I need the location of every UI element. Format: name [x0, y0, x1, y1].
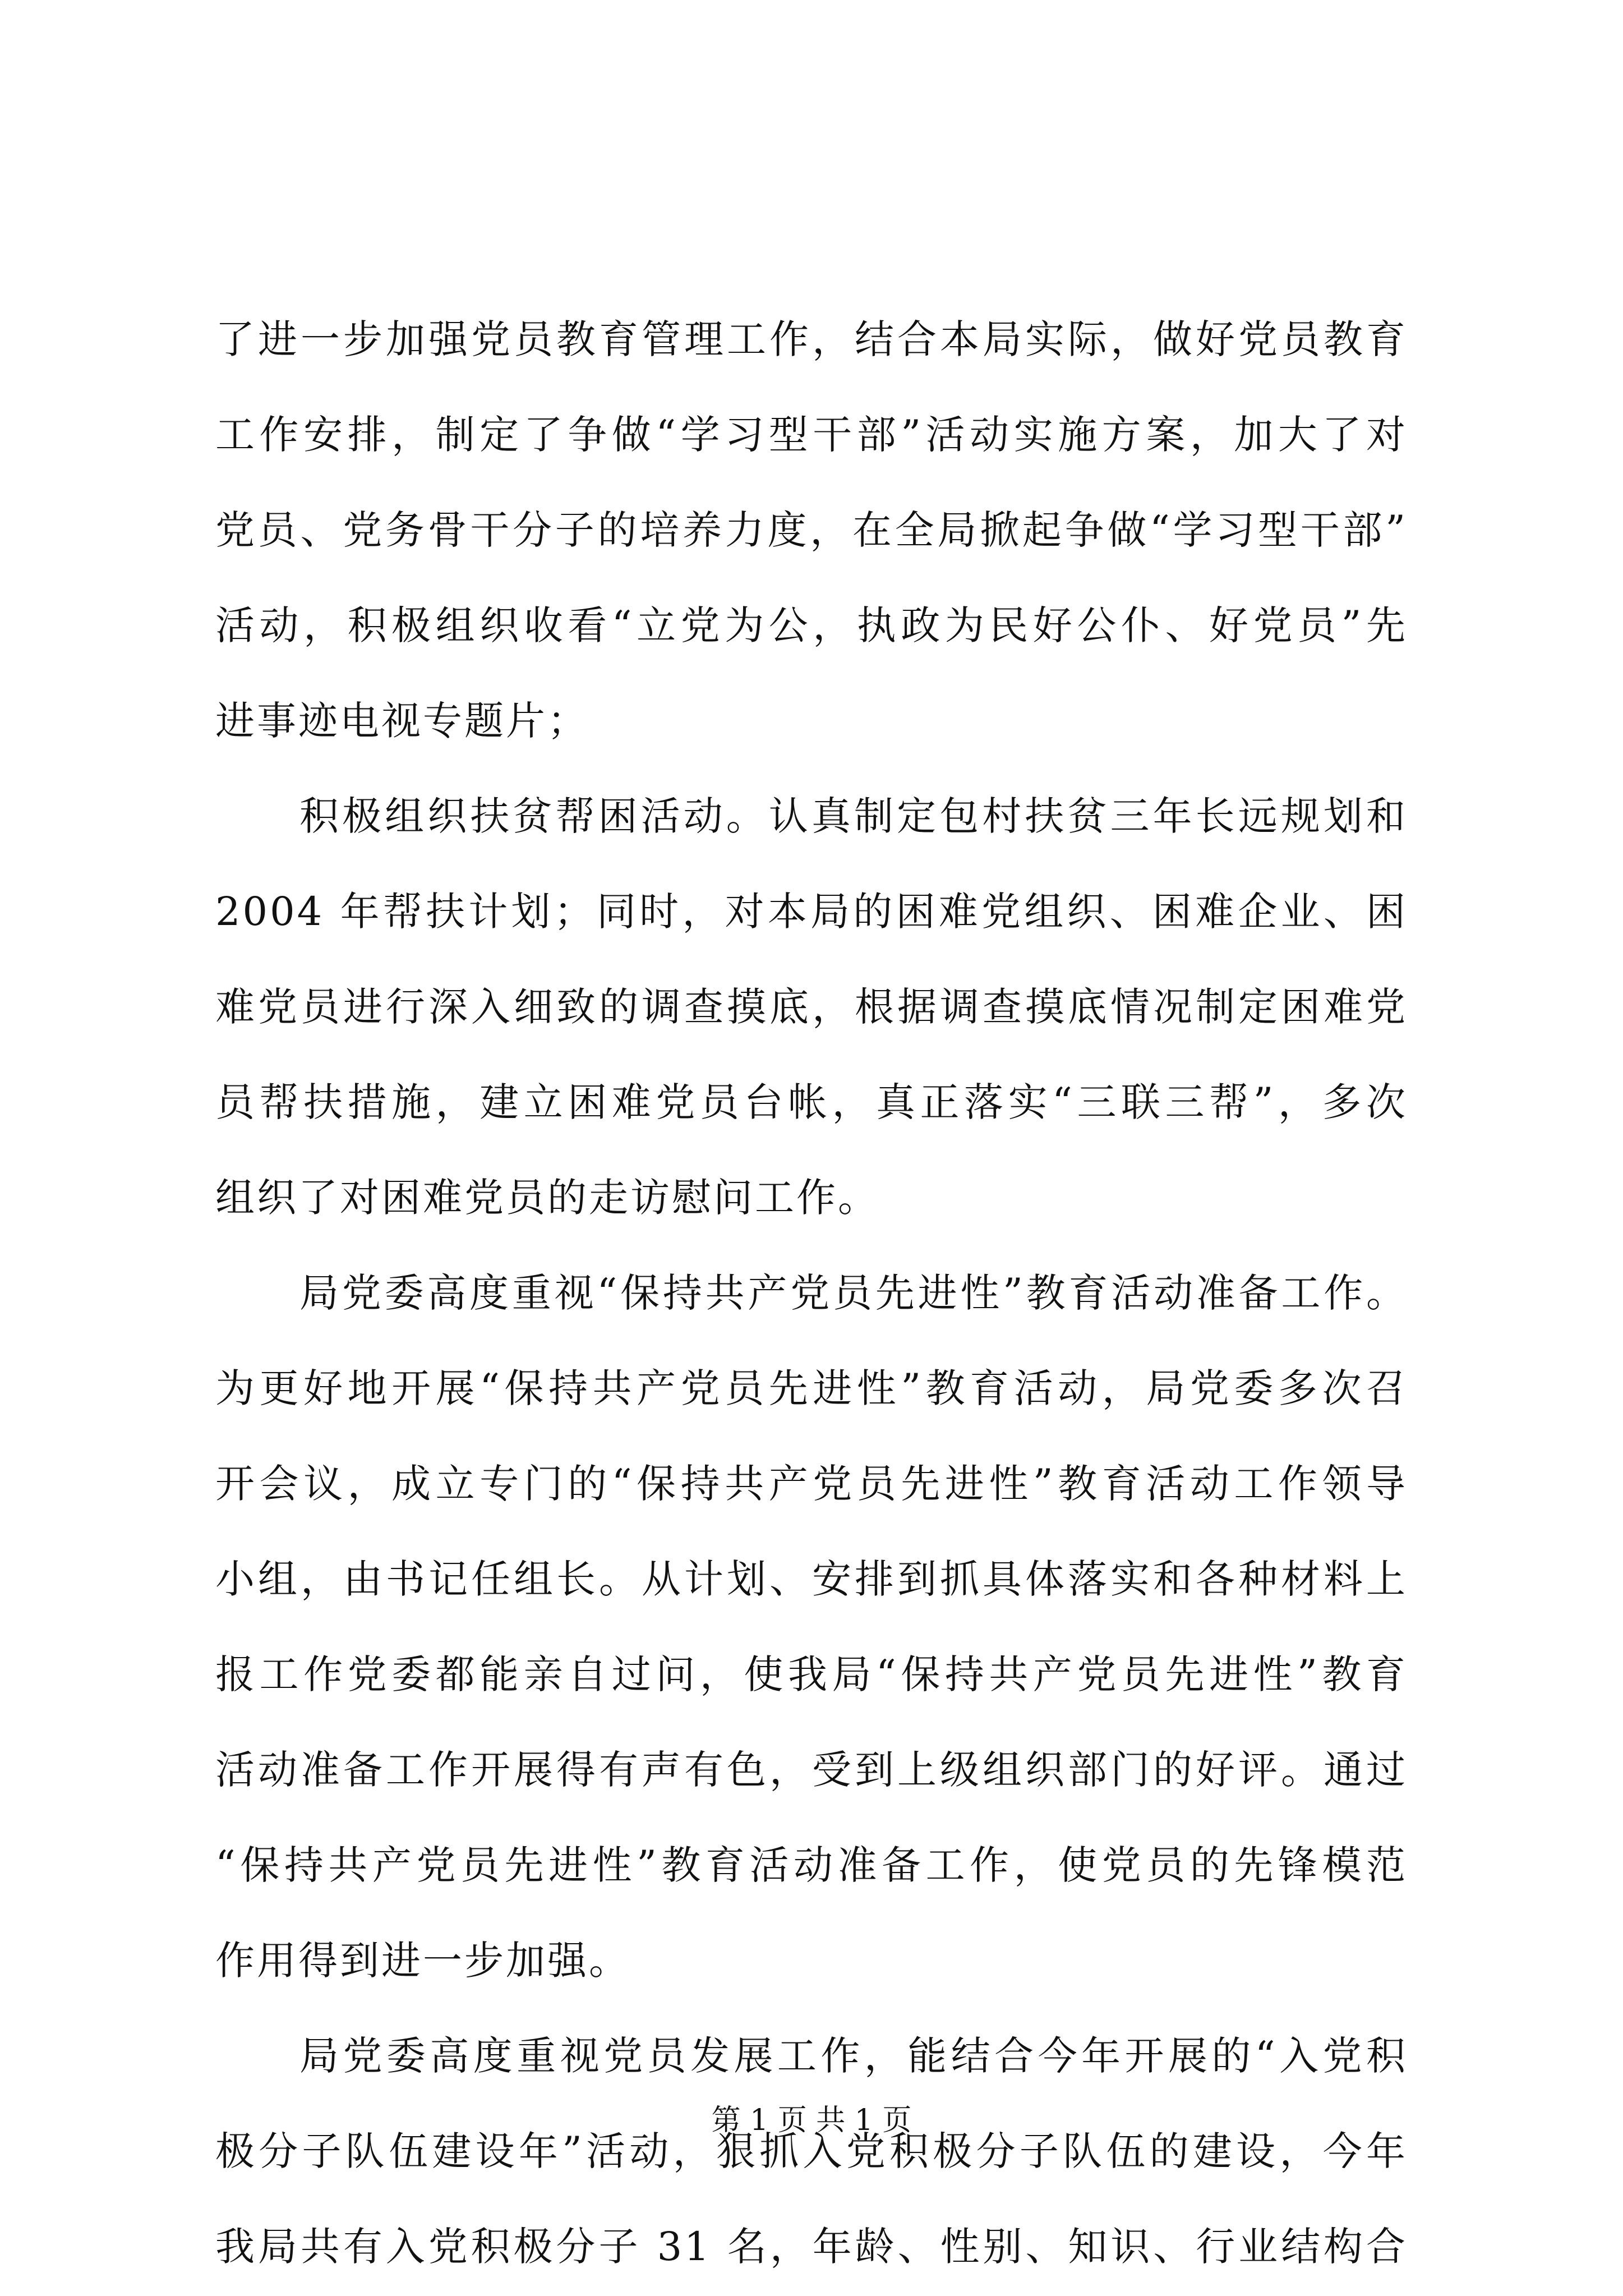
document-body [215, 292, 1408, 2294]
paragraph-first-line: 局党委高度重视“保持共产党员先进性”教育活动准备工作。 [299, 1270, 1408, 1316]
text-line: 极分子队伍建设年”活动，狠抓入党积极分子队伍的建设，今年 [215, 2128, 1408, 2174]
text-line: 活动准备工作开展得有声有色，受到上级组织部门的好评。通过 [215, 1747, 1408, 1793]
text-line: 组织了对困难党员的走访慰问工作。 [215, 1175, 879, 1221]
text-line: 为更好地开展“保持共产党员先进性”教育活动，局党委多次召 [215, 1365, 1408, 1411]
text-line: 2004 年帮扶计划；同时，对本局的困难党组织、困难企业、困 [215, 889, 1408, 935]
page-footer: 第 1 页 共 1 页 [711, 2104, 912, 2137]
text-line: 工作安排，制定了争做“学习型干部”活动实施方案，加大了对 [215, 412, 1408, 458]
text-line: 难党员进行深入细致的调查摸底，根据调查摸底情况制定困难党 [215, 984, 1408, 1030]
text-line: 开会议，成立专门的“保持共产党员先进性”教育活动工作领导 [215, 1461, 1408, 1507]
text-line: 了进一步加强党员教育管理工作，结合本局实际，做好党员教育 [215, 316, 1408, 362]
paragraph-first-line: 积极组织扶贫帮困活动。认真制定包村扶贫三年长远规划和 [299, 793, 1408, 839]
paragraph-first-line: 局党委高度重视党员发展工作，能结合今年开展的“入党积 [299, 2033, 1408, 2079]
text-line: 员帮扶措施，建立困难党员台帐，真正落实“三联三帮”，多次 [215, 1079, 1408, 1125]
text-line: 小组，由书记任组长。从计划、安排到抓具体落实和各种材料上 [215, 1556, 1408, 1602]
text-line: 活动，积极组织收看“立党为公，执政为民好公仆、好党员”先 [215, 602, 1408, 648]
text-line: 我局共有入党积极分子 31 名，年龄、性别、知识、行业结构合 [215, 2224, 1408, 2270]
text-line: 报工作党委都能亲自过问，使我局“保持共产党员先进性”教育 [215, 1651, 1408, 1697]
text-line: 党员、党务骨干分子的培养力度，在全局掀起争做“学习型干部” [215, 507, 1408, 553]
text-line: 作用得到进一步加强。 [215, 1938, 630, 1984]
text-line: 进事迹电视专题片； [215, 698, 589, 744]
text-line: “保持共产党员先进性”教育活动准备工作，使党员的先锋模范 [215, 1842, 1408, 1888]
